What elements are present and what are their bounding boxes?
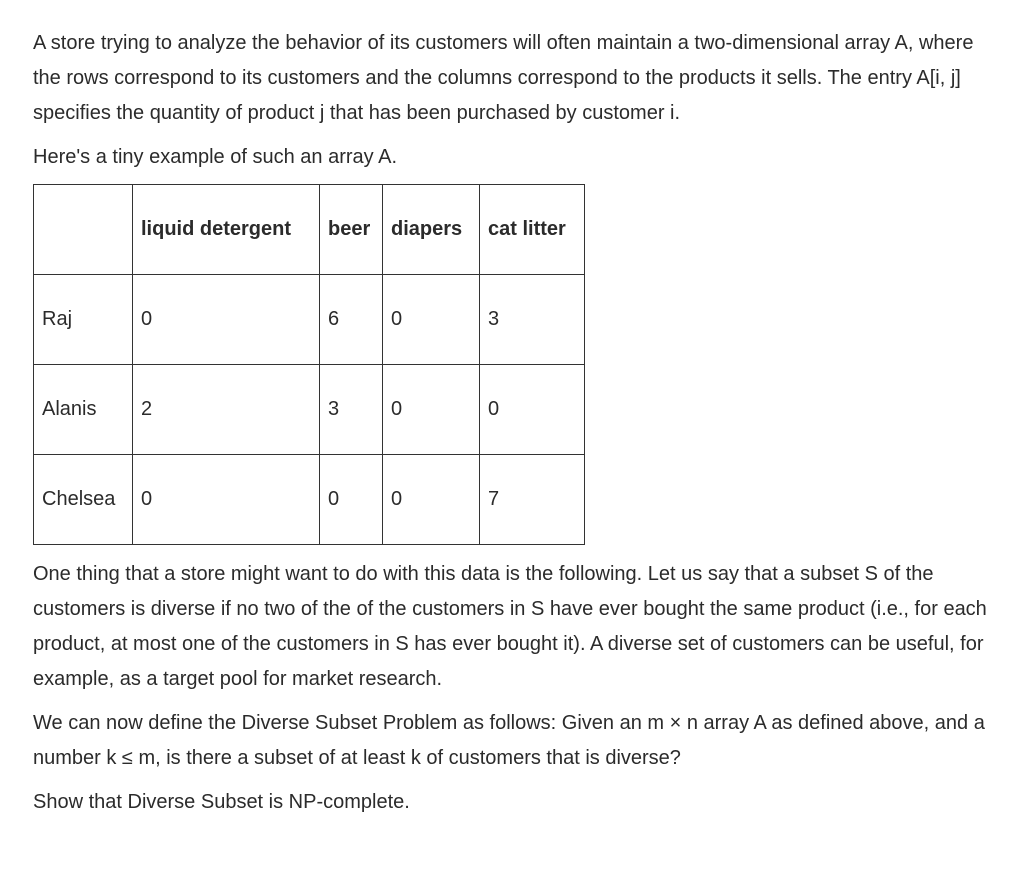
row-header: Chelsea bbox=[34, 455, 133, 545]
table-row bbox=[34, 455, 585, 545]
problem-definition-paragraph: We can now define the Diverse Subset Problem as follows: Given an m × n array A as defined above, and a number k ≤ m, is there a subset of at least k of customers that is diverse? bbox=[33, 712, 985, 769]
table-cell: 0 bbox=[480, 365, 585, 455]
diverse-definition-paragraph: One thing that a store might want to do with this data is the following. Let us say that a subset S of the customers is diverse if no two of the of the customers in S have ever bought the same product (i.e., for each product, at most one of the customers in S has ever bought it). A diverse set of customers can be useful, for example, as a target pool for market research. bbox=[33, 563, 987, 690]
table-cell: 3 bbox=[480, 275, 585, 365]
table-cell: 0 bbox=[383, 365, 480, 455]
table-cell: 0 bbox=[383, 275, 480, 365]
intro-paragraph: A store trying to analyze the behavior of its customers will often maintain a two-dimensional array A, where the rows correspond to its customers and the columns correspond to the products it sells. The entry A[i, j] specifies the quantity of product j that has been purchased by customer i. bbox=[33, 32, 974, 124]
column-header: cat litter bbox=[480, 185, 585, 275]
table-cell: 2 bbox=[133, 365, 320, 455]
column-header: beer bbox=[320, 185, 383, 275]
row-header: Raj bbox=[34, 275, 133, 365]
row-header: Alanis bbox=[34, 365, 133, 455]
table-cell: 0 bbox=[133, 455, 320, 545]
table-row bbox=[34, 365, 585, 455]
table-cell: 6 bbox=[320, 275, 383, 365]
column-header: liquid detergent bbox=[133, 185, 320, 275]
table-cell: 0 bbox=[383, 455, 480, 545]
task-paragraph: Show that Diverse Subset is NP-complete. bbox=[33, 791, 410, 813]
table-cell: 0 bbox=[133, 275, 320, 365]
column-header: diapers bbox=[383, 185, 480, 275]
table-row bbox=[34, 275, 585, 365]
example-paragraph: Here's a tiny example of such an array A. bbox=[33, 146, 397, 168]
table-cell: 3 bbox=[320, 365, 383, 455]
purchase-table bbox=[33, 184, 585, 545]
table-corner-cell bbox=[34, 185, 133, 275]
table-cell: 0 bbox=[320, 455, 383, 545]
table-header-row bbox=[34, 185, 585, 275]
table-cell: 7 bbox=[480, 455, 585, 545]
